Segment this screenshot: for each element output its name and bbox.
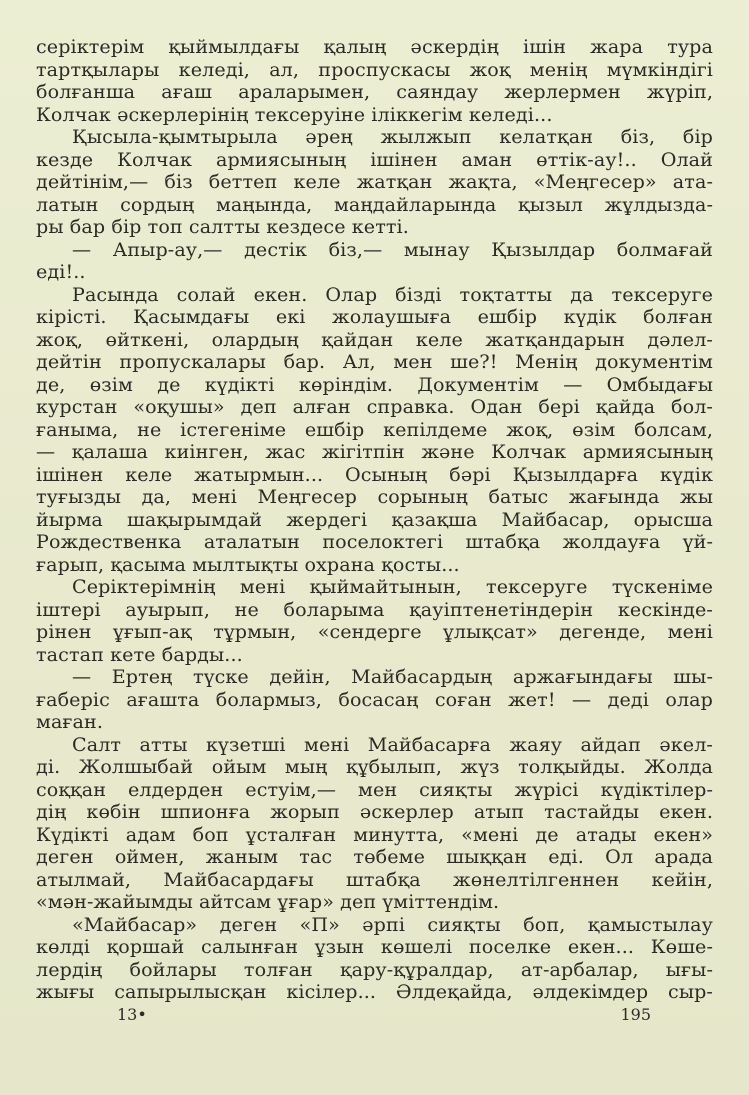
text-line: дейтінім,— біз беттеп келе жатқан жақта, «Меңгесер» ата- xyxy=(36,171,713,193)
text-line: еді!.. xyxy=(36,261,86,283)
text-line: Қысыла-қымтырыла әрең жылжып келатқан біз, бір xyxy=(72,126,713,148)
text-line: Расында солай екен. Олар бізді тоқтатты да тексеруге xyxy=(72,283,713,306)
text-line: курстан «оқушы» деп алған справка. Одан бері қайда бол- xyxy=(36,396,713,418)
text-line: рінен ұғып-ақ тұрмын, «сендерге ұлықсат» дегенде, мені xyxy=(36,621,713,643)
text-line: атылмай, Майбасардағы штабқа жөнелтілгеннен кейін, xyxy=(36,868,713,891)
text-line: Күдікті адам боп ұсталған минутта, «мені де атады екен» xyxy=(36,823,713,846)
text-line: маған. xyxy=(36,711,104,733)
text-line: ғарып, қасыма мылтықты охрана қосты... xyxy=(36,553,460,576)
text-line: тартқылары келеді, ал, проспускасы жоқ менің мүмкіндігі xyxy=(36,58,713,81)
text-line: дің көбін шпионға жорып әскерлер атып тастайды екен. xyxy=(36,801,713,823)
page-footer xyxy=(0,1005,749,1029)
text-line: тастап кете барды... xyxy=(36,643,243,666)
signature-mark: 13• xyxy=(117,1005,147,1024)
text-line: — Ертең түске дейін, Майбасардың аржағындағы шы- xyxy=(72,666,713,688)
text-line: латын сордың маңында, маңдайларында қызыл жұлдызда- xyxy=(36,193,713,216)
text-line: «мән-жайымды айтсам ұғар» деп үміттендім. xyxy=(36,891,500,913)
text-line: лердің бойлары толған қару-құралдар, ат-арбалар, ығы- xyxy=(36,958,713,981)
text-line: кезде Колчак армиясының ішінен аман өттік-ау!.. Олай xyxy=(36,148,713,171)
text-line: туғызды да, мені Меңгесер сорының батыс жағында жы xyxy=(36,486,713,508)
text-line: — қалаша киінген, жас жігітпін және Колчак армиясының xyxy=(36,441,713,463)
text-line: жығы сапырылысқан кісілер... Әлдеқайда, әлдекімдер сыр- xyxy=(36,981,713,1003)
page-text xyxy=(36,36,713,1004)
text-line: «Майбасар» деген «П» әрпі сияқты боп, қамыстылау xyxy=(72,913,713,936)
text-line: болғанша ағаш араларымен, саяндау жерлермен жүріп, xyxy=(36,81,713,103)
text-line: де, өзім де күдікті көріндім. Документім — Омбыдағы xyxy=(36,373,713,396)
text-line: соққан елдерден естуім,— мен сияқты жүрісі күдіктілер- xyxy=(36,778,713,801)
text-line: йырма шақырымдай жердегі қазақша Майбасар, орысша xyxy=(36,508,713,531)
text-line: іштері ауырып, не боларыма қауіптенетіндерін кескінде- xyxy=(36,598,713,621)
text-line: серіктерім қыймылдағы қалың әскердің ішін жара тура xyxy=(36,36,713,58)
page-number: 195 xyxy=(620,1005,651,1024)
text-line: ғаныма, не істегеніме ешбір кепілдеме жоқ, өзім болсам, xyxy=(36,418,713,441)
text-line: — Апыр-ау,— дестік біз,— мынау Қызылдар болмағай xyxy=(72,238,713,261)
text-line: ішінен келе жатырмын... Осының бәрі Қызылдарға күдік xyxy=(36,463,713,486)
text-line: көлді қоршай салынған ұзын көшелі поселке екен... Көше- xyxy=(36,936,713,958)
text-line: дейтін пропускалары бар. Ал, мен ше?! Менің документім xyxy=(36,351,713,373)
text-line: Рождественка аталатын поселоктегі штабқа жолдауға үй- xyxy=(36,531,713,553)
text-line: Салт атты күзетші мені Майбасарға жаяу айдап әкел- xyxy=(72,733,713,756)
text-line: кірісті. Қасымдағы екі жолаушыға ешбір күдік болған xyxy=(36,306,713,328)
text-line: Серіктерімнің мені қыймайтынын, тексеруге түскеніме xyxy=(72,576,713,598)
text-line: ғаберіс ағашта болармыз, босасаң соған жет! — деді олар xyxy=(36,688,713,711)
text-line: Колчак әскерлерінің тексеруіне іліккегім келеді... xyxy=(36,103,553,126)
text-line: деген оймен, жаным тас төбеме шыққан еді. Ол арада xyxy=(36,846,713,868)
text-line: ры бар бір топ салтты кездесе кетті. xyxy=(36,216,409,238)
text-line: ді. Жолшыбай ойым мың құбылып, жүз толқыйды. Жолда xyxy=(36,756,713,778)
text-line: жоқ, өйткені, олардың қайдан келе жатқандарын дәлел- xyxy=(36,328,713,351)
